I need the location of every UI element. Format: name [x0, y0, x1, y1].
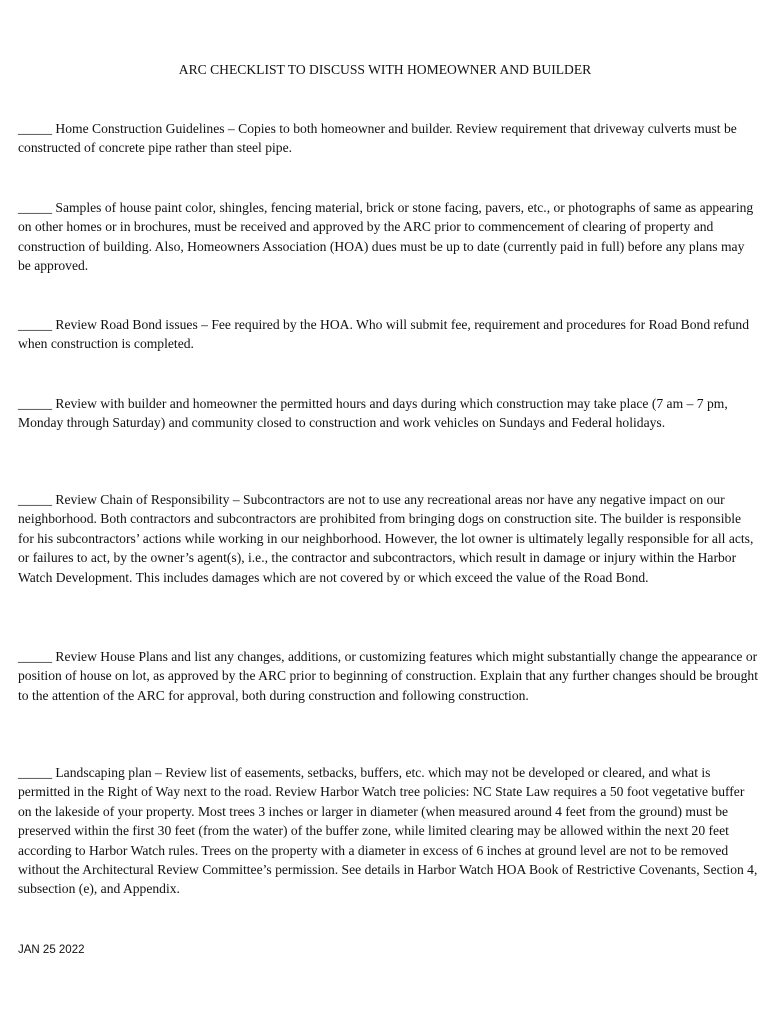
checklist-item-permitted-hours — [18, 394, 758, 433]
checklist-item-text: Review Road Bond issues – Fee required by the HOA. Who will submit fee, requirement and procedures for Road Bond refund when construction is completed. — [18, 317, 750, 352]
checklist-item-text: Samples of house paint color, shingles, fencing material, brick or stone facing, pavers, etc., or photographs of same as appearing on other homes or in brochures, must be received and approved by the ARC prior to commencement of clearing of property and construction of building. Also, Homeowners Association (HOA) dues must be up to date (currently paid in full) before any plans may be approved. — [18, 200, 754, 274]
checklist-item-road-bond — [18, 315, 758, 354]
checklist-item-landscaping-plan — [18, 763, 758, 899]
checklist-item-house-plans — [18, 647, 758, 705]
checkbox-blank: _____ — [18, 200, 52, 215]
checklist-item-samples — [18, 198, 758, 276]
checklist-item-chain-of-responsibility — [18, 490, 758, 587]
checkbox-blank: _____ — [18, 121, 52, 136]
checkbox-blank: _____ — [18, 649, 52, 664]
checkbox-blank: _____ — [18, 765, 52, 780]
checklist-item-text: Review House Plans and list any changes, additions, or customizing features which might substantially change the appearance or position of house on lot, as approved by the ARC prior to beginning of construction. Explain that any further changes should be brought to the attention of the ARC for approval, both during construction and following construction. — [18, 649, 758, 703]
checklist-item-text: Landscaping plan – Review list of easements, setbacks, buffers, etc. which may not be developed or cleared, and what is permitted in the Right of Way next to the road. Review Harbor Watch tree policies: NC State Law requires a 50 foot vegetative buffer on the lakeside of your property. Most trees 3 inches or larger in diameter (when measured around 4 feet from the ground) must be preserved within the first 30 feet (from the water) of the buffer zone, while limited clearing may be allowed within the next 20 feet according to Harbor Watch rules. Trees on the property with a diameter in excess of 6 inches at ground level are not to be removed without the Architectural Review Committee’s permission. See details in Harbor Watch HOA Book of Restrictive Covenants, Section 4, subsection (e), and Appendix. — [18, 765, 758, 897]
checklist-item-text: Home Construction Guidelines – Copies to both homeowner and builder. Review requirement that driveway culverts must be constructed of concrete pipe rather than steel pipe. — [18, 121, 737, 156]
document-date: JAN 25 2022 — [18, 944, 85, 956]
checkbox-blank: _____ — [18, 317, 52, 332]
checkbox-blank: _____ — [18, 396, 52, 411]
document-title: ARC CHECKLIST TO DISCUSS WITH HOMEOWNER AND BUILDER — [178, 62, 592, 77]
checklist-item-text: Review Chain of Responsibility – Subcontractors are not to use any recreational areas nor have any negative impact on our neighborhood. Both contractors and subcontractors are prohibited from bringing dogs on construction site. The builder is responsible for his subcontractors’ actions while working in our neighborhood. However, the lot owner is ultimately legally responsible for all acts, or failures to act, by the owner’s agent(s), i.e., the contractor and subcontractors, which result in damage or injury within the Harbor Watch Development. This includes damages which are not covered by or which exceed the value of the Road Bond. — [18, 492, 754, 585]
checkbox-blank: _____ — [18, 492, 52, 507]
checklist-item-construction-guidelines — [18, 119, 758, 158]
checklist-item-text: Review with builder and homeowner the permitted hours and days during which construction may take place (7 am – 7 pm, Monday through Saturday) and community closed to construction and work vehicles on Sundays and Federal holidays. — [18, 396, 728, 431]
